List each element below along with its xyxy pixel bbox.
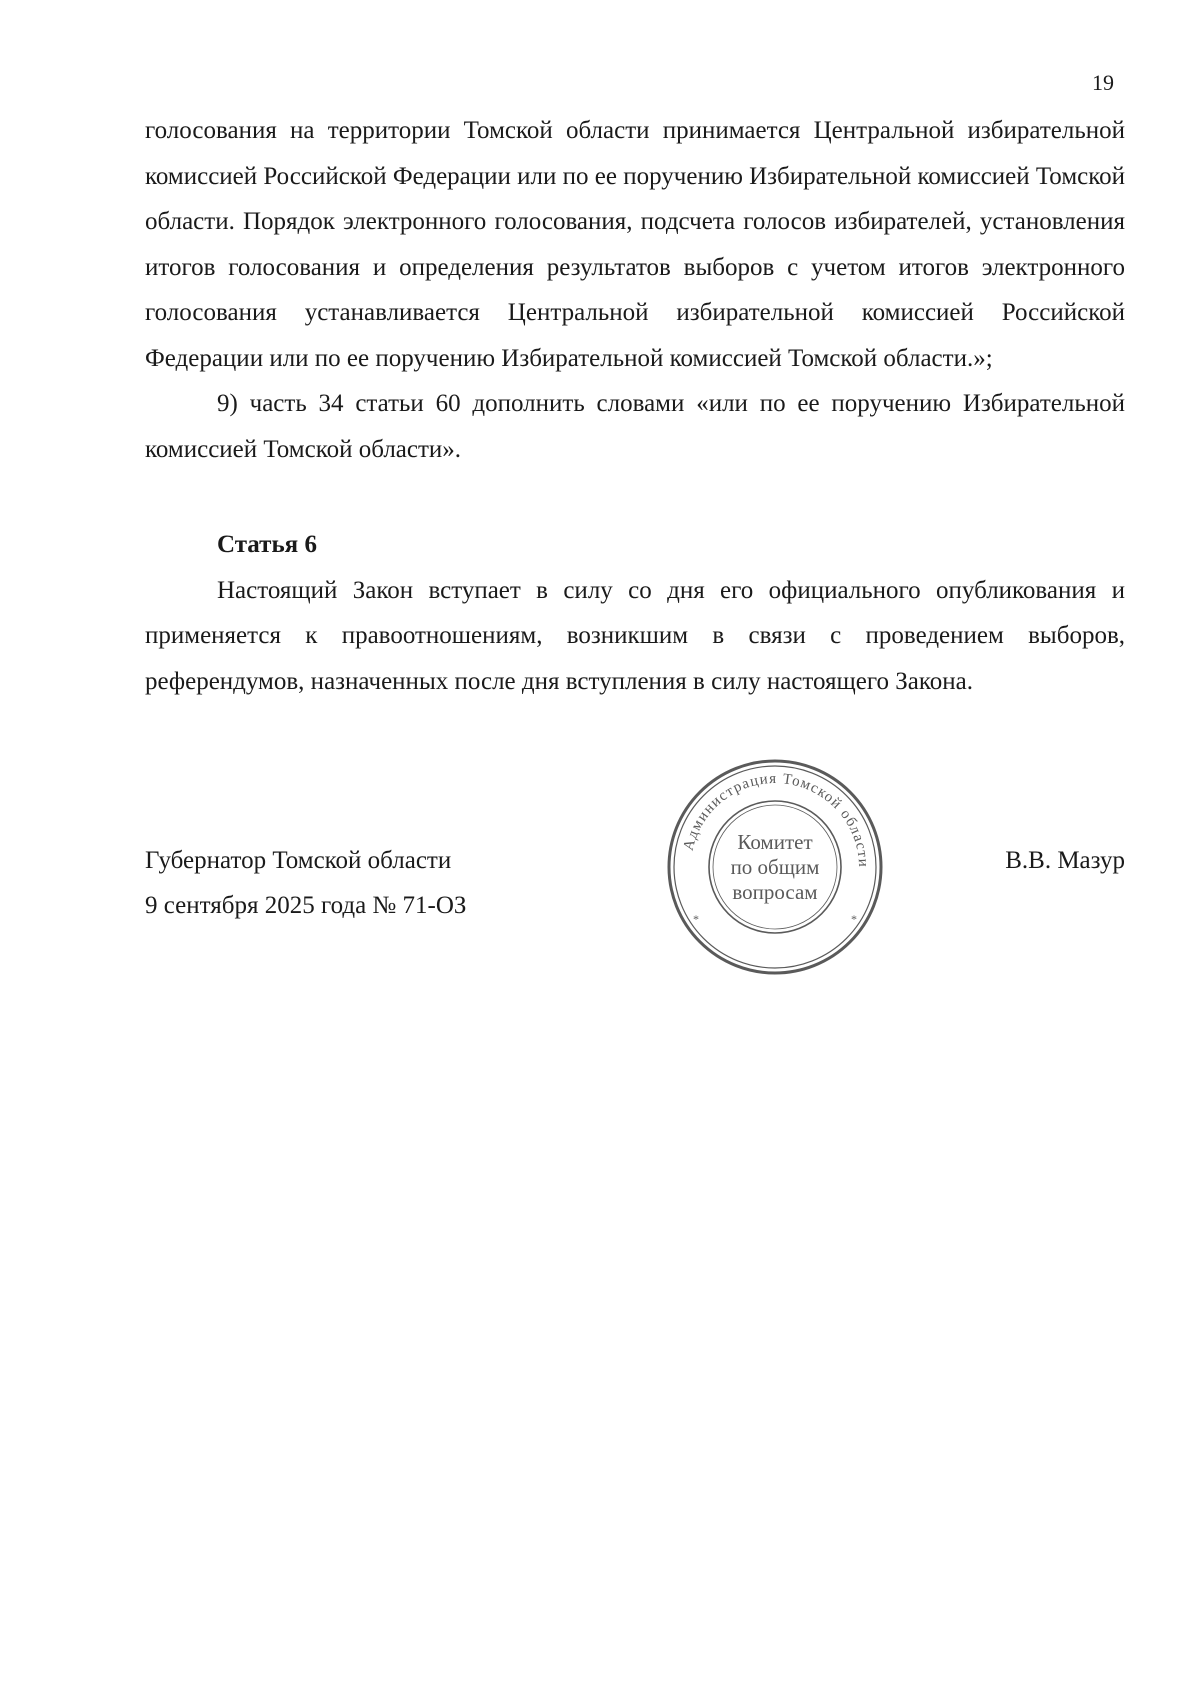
signatory-name: В.В. Мазур xyxy=(1005,847,1125,874)
stamp-star-right-icon: * xyxy=(851,912,857,926)
signature-left xyxy=(145,838,466,928)
paragraph-item-9: 9) часть 34 статьи 60 дополнить словами «или по ее поручению Избирательной комиссией Томской области». xyxy=(145,390,1125,463)
stamp-star-left-icon: * xyxy=(693,912,699,926)
signature-block xyxy=(145,838,1125,948)
stamp-center-line-1: Комитет xyxy=(737,830,813,854)
law-date-number: 9 сентября 2025 года № 71-ОЗ xyxy=(145,892,467,919)
stamp-center-line-2: по общим xyxy=(730,855,820,879)
paragraph-voting-procedure: голосования на территории Томской области принимается Центральной избирательной комиссией Российской Федерации или по ее поручению Избирательной комиссией Томской области. Порядок электронного голосования, подсчета голосов избирателей, установления итогов голосования и определения результатов выборов с учетом итогов электронного голосования устанавливается Центральной избирательной комиссией Российской Федерации или по ее поручению Избирательной комиссией Томской области.»; xyxy=(145,117,1125,372)
stamp-center-line-3: вопросам xyxy=(732,880,818,904)
spacer xyxy=(145,472,1125,522)
signatory-position: Губернатор Томской области xyxy=(145,847,452,874)
stamp-ring-text: Администрация Томской области xyxy=(680,770,872,869)
page-number: 19 xyxy=(1092,70,1114,95)
article-text: Настоящий Закон вступает в силу со дня его официального опубликования и применяется к правоотношениям, возникшим в связи с проведением выборов, референдумов, назначенных после дня вступления в силу настоящего Закона. xyxy=(145,576,1125,695)
official-stamp-icon xyxy=(663,755,887,979)
article-heading: Статья 6 xyxy=(217,531,317,558)
document-body xyxy=(145,108,1125,704)
